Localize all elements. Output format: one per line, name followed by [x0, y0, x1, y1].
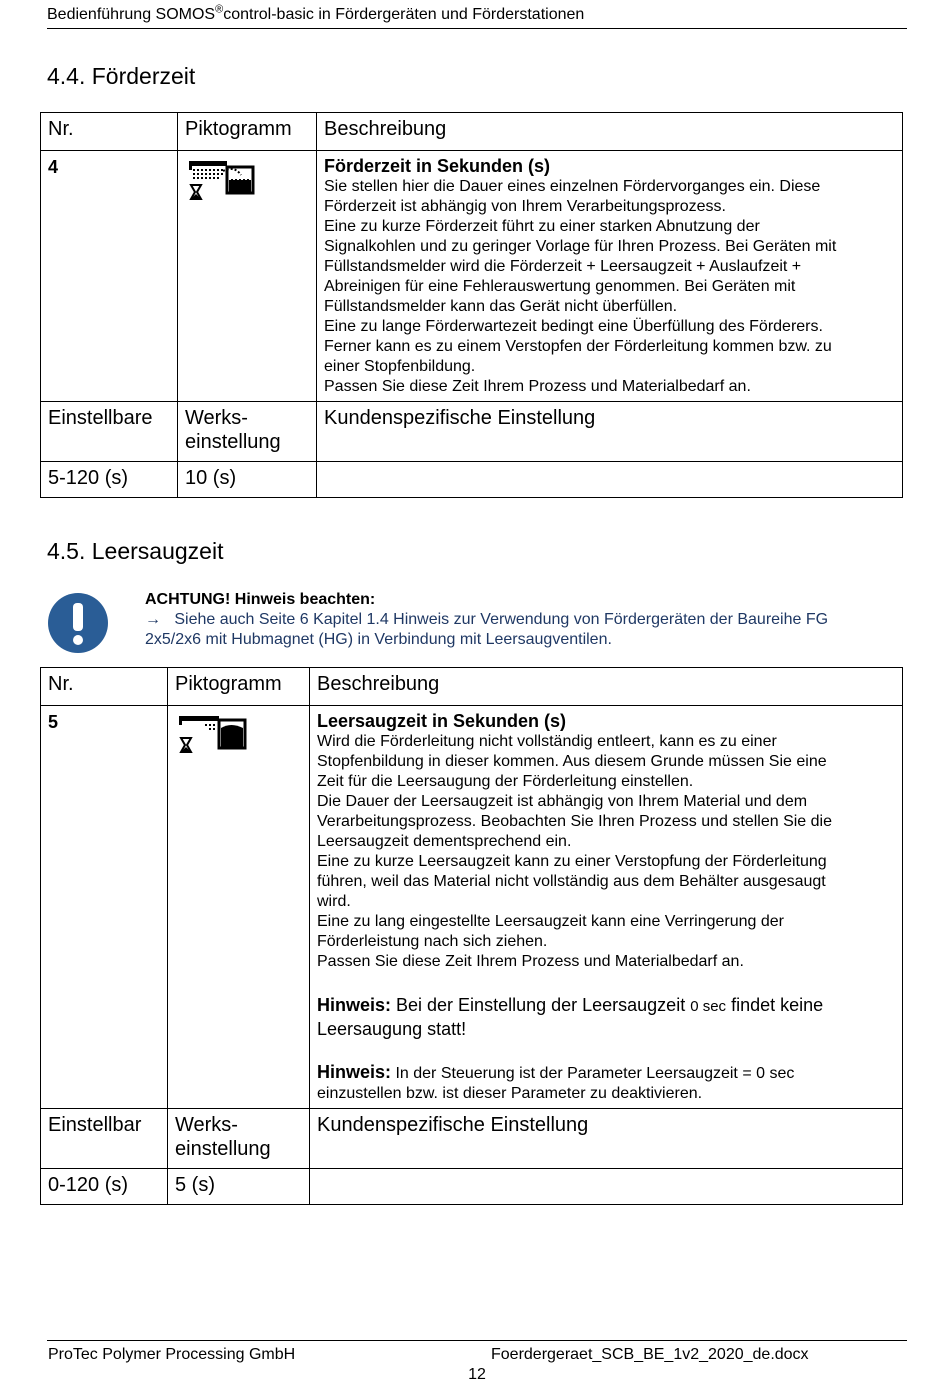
hint-value: 0 sec [690, 998, 727, 1015]
description-line: Eine zu kurze Leersaugzeit kann zu einer Verstopfung der Förderleitung [317, 853, 827, 870]
description-line: Passen Sie diese Zeit Ihrem Prozess und Materialbedarf an. [317, 953, 744, 970]
hint-text: Bei der Einstellung der Leersaugzeit [391, 995, 691, 1015]
description-line: Förderzeit ist abhängig von Ihrem Verarbeitungsprozess. [324, 198, 726, 215]
warning-reference[interactable] [145, 610, 905, 650]
page-footer [47, 1340, 907, 1383]
value-adjustable-range: 5-120 (s) [41, 462, 178, 498]
page-header [47, 4, 907, 29]
description-line: Sie stellen hier die Dauer eines einzelnen Fördervorganges ein. Diese [324, 178, 821, 195]
warning-notice [47, 590, 907, 654]
description-line: Leersaugzeit dementsprechend ein. [317, 833, 572, 850]
parameter-number: 5 [41, 706, 168, 1109]
hint-label: Hinweis: [317, 995, 392, 1015]
leersaugzeit-table [40, 667, 903, 1205]
description-line: Förderleistung nach sich ziehen. [317, 933, 548, 950]
parameter-number: 4 [41, 151, 178, 402]
description-cell [310, 706, 903, 1109]
hint-controller-parameter [317, 1062, 895, 1104]
value-factory-setting: 5 (s) [168, 1169, 310, 1205]
label-factory-line-2: einstellung [185, 431, 281, 453]
description-line: Füllstandsmelder kann das Gerät nicht überfüllen. [324, 298, 678, 315]
description-line: Stopfenbildung in dieser kommen. Aus diesem Grunde müssen Sie eine [317, 753, 827, 770]
description-line: einer Stopfenbildung. [324, 358, 476, 375]
description-cell [317, 151, 903, 402]
value-adjustable-range: 0-120 (s) [41, 1169, 168, 1205]
description-line: Wird die Förderleitung nicht vollständig entleert, kann es zu einer [317, 733, 777, 750]
description-line: Abreinigen für eine Fehlerauswertung genommen. Bei Geräten mit [324, 278, 796, 295]
description-line: Füllstandsmelder wird die Förderzeit + Leersaugzeit + Auslaufzeit + [324, 258, 802, 275]
hint-text: In der Steuerung ist der Parameter Leersaugzeit = 0 sec [391, 1065, 795, 1082]
warning-title: ACHTUNG! Hinweis beachten: [145, 591, 376, 608]
col-header-nr: Nr. [41, 668, 168, 706]
description-line: Die Dauer der Leersaugzeit ist abhängig von Ihrem Material und dem [317, 793, 808, 810]
section-heading-leersaugzeit: 4.5. Leersaugzeit [47, 538, 224, 564]
label-factory-setting [168, 1109, 310, 1169]
col-header-nr: Nr. [41, 113, 178, 151]
value-factory-setting: 10 (s) [178, 462, 317, 498]
value-custom-setting [310, 1169, 903, 1205]
warning-reference-line-1: Siehe auch Seite 6 Kapitel 1.4 Hinweis zur Verwendung von Fördergeräten der Baureihe FG [174, 611, 829, 628]
label-factory-line-1: Werks- [185, 407, 248, 429]
col-header-piktogramm: Piktogramm [178, 113, 317, 151]
foerderzeit-table [40, 112, 903, 498]
value-custom-setting [317, 462, 903, 498]
hint-text: einzustellen bzw. ist dieser Parameter zu deaktivieren. [317, 1085, 703, 1102]
description-line: Eine zu lange Förderwartezeit bedingt eine Überfüllung des Förderers. [324, 318, 823, 335]
label-adjustable-range: Einstellbare [41, 402, 178, 462]
header-title-prefix: Bedienführung SOMOS [47, 6, 216, 23]
description-line: Passen Sie diese Zeit Ihrem Prozess und Materialbedarf an. [324, 378, 751, 395]
footer-company: ProTec Polymer Processing GmbH [48, 1346, 296, 1363]
description-title: Förderzeit in Sekunden (s) [324, 156, 551, 176]
description-line: Signalkohlen und zu geringer Vorlage für Ihren Prozess. Bei Geräten mit [324, 238, 837, 255]
empty-suction-time-pictogram-icon [168, 706, 310, 1109]
col-header-beschreibung: Beschreibung [310, 668, 903, 706]
section-heading-foerderzeit: 4.4. Förderzeit [47, 63, 196, 89]
label-custom-setting: Kundenspezifische Einstellung [317, 402, 903, 462]
description-line: Ferner kann es zu einem Verstopfen der Förderleitung kommen bzw. zu [324, 338, 832, 355]
mandatory-notice-icon [47, 592, 109, 654]
label-factory-line-1: Werks- [175, 1114, 238, 1136]
description-line: führen, weil das Material nicht vollständig aus dem Behälter ausgesaugt [317, 873, 826, 890]
description-title: Leersaugzeit in Sekunden (s) [317, 711, 567, 731]
header-title-suffix: control-basic in Fördergeräten und Förderstationen [223, 6, 585, 23]
description-line: Eine zu lang eingestellte Leersaugzeit kann eine Verringerung der [317, 913, 784, 930]
page-number: 12 [468, 1366, 486, 1383]
label-factory-setting [178, 402, 317, 462]
registered-mark: ® [215, 3, 224, 16]
label-adjustable-range: Einstellbar [41, 1109, 168, 1169]
hint-empty-suction [317, 994, 895, 1040]
description-line: Eine zu kurze Förderzeit führt zu einer starken Abnutzung der [324, 218, 760, 235]
arrow-right-icon: → [145, 611, 161, 628]
col-header-beschreibung: Beschreibung [317, 113, 903, 151]
description-line: wird. [317, 893, 351, 910]
footer-filename: Foerdergeraet_SCB_BE_1v2_2020_de.docx [491, 1346, 809, 1363]
col-header-piktogramm: Piktogramm [168, 668, 310, 706]
hint-text: Leersaugung statt! [317, 1019, 467, 1039]
hint-text: findet keine [726, 995, 824, 1015]
description-line: Verarbeitungsprozess. Beobachten Sie Ihren Prozess und stellen Sie die [317, 813, 832, 830]
label-factory-line-2: einstellung [175, 1138, 271, 1160]
hint-label: Hinweis: [317, 1062, 392, 1082]
conveying-time-pictogram-icon [178, 151, 317, 402]
description-line: Zeit für die Leersaugung der Förderleitung einstellen. [317, 773, 694, 790]
warning-reference-line-2: 2x5/2x6 mit Hubmagnet (HG) in Verbindung mit Leersaugventilen. [145, 631, 612, 648]
label-custom-setting: Kundenspezifische Einstellung [310, 1109, 903, 1169]
